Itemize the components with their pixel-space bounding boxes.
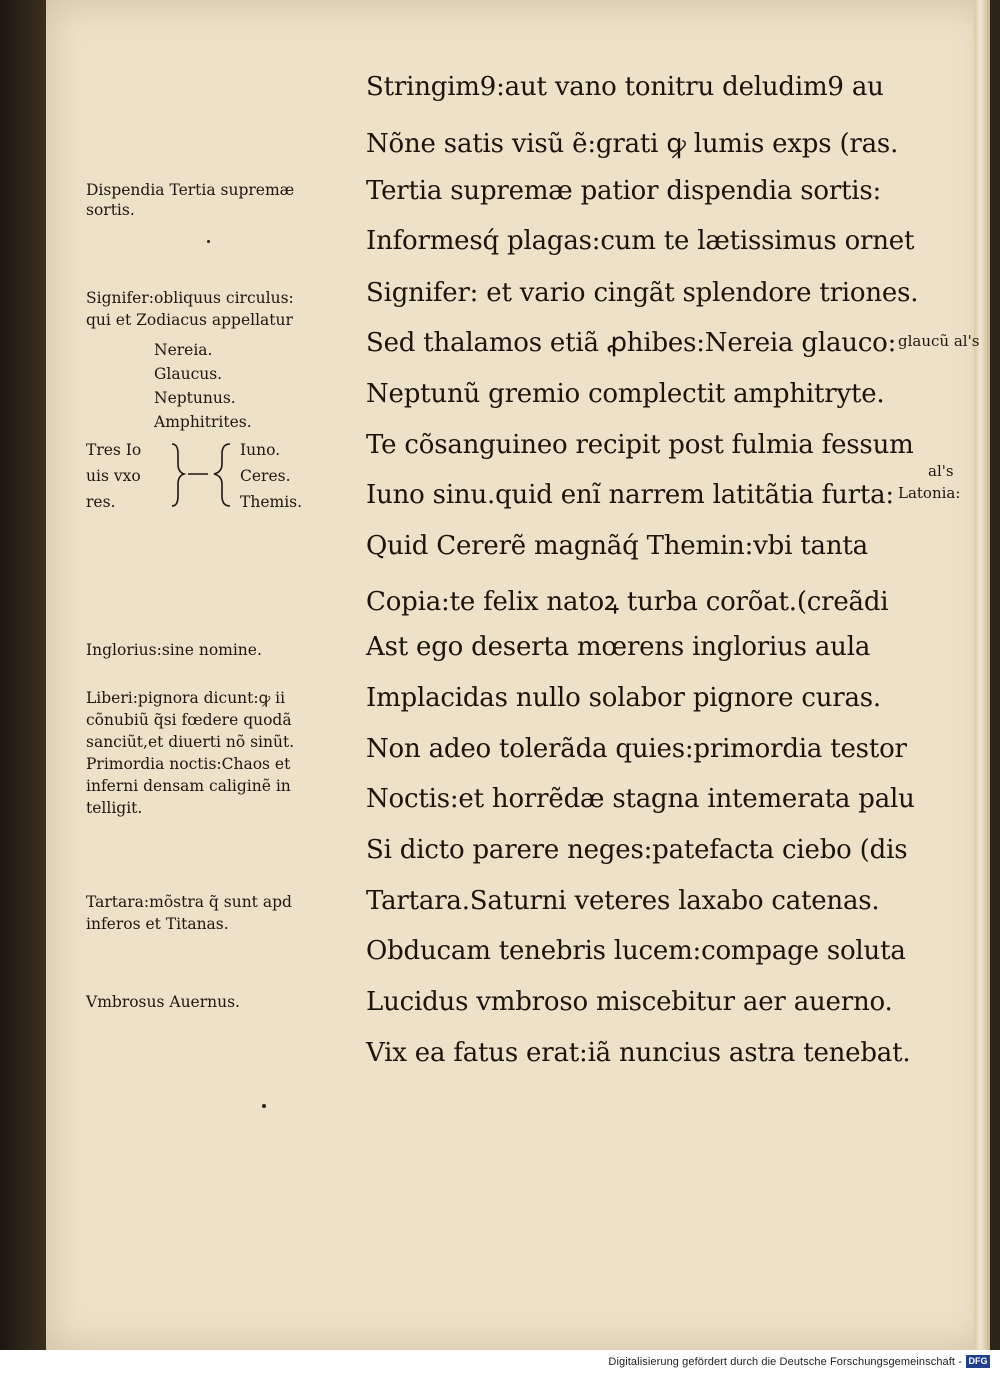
verse-line: Obducam tenebris lucem:compage soluta — [366, 936, 906, 966]
note-liberi: telligit. — [86, 799, 143, 817]
note-tres: uis vxo — [86, 467, 141, 485]
note-inglorius: Inglorius:sine nomine. — [86, 641, 262, 659]
verse-line: Signifer: et vario cingãt splendore triones. — [366, 278, 919, 308]
note-signifer: Signifer:obliquus circulus: — [86, 289, 294, 307]
ink-dot — [207, 240, 210, 243]
page-edge — [974, 0, 990, 1350]
note-dispendia: sortis. — [86, 201, 135, 219]
verse-line: Neptunũ gremio complectit amphitryte. — [366, 379, 885, 409]
note-tartara: inferos et Titanas. — [86, 915, 229, 933]
dfg-logo: DFG — [966, 1355, 990, 1368]
verse-line: Implacidas nullo solabor pignore curas. — [366, 683, 881, 713]
note-als: al's — [928, 462, 954, 480]
note-name: Neptunus. — [154, 389, 236, 407]
note-name: Amphitrites. — [154, 413, 252, 431]
verse-line: Iuno sinu.quid enĩ narrem latitãtia furta: — [366, 480, 894, 510]
verse-line: Quid Cererẽ magnãq́ Themin:vbi tanta — [366, 531, 868, 561]
note-latonia: Latonia: — [898, 484, 961, 502]
verse-line: Non adeo tolerãda quies:primordia testor — [366, 734, 907, 764]
footer-credit: Digitalisierung gefördert durch die Deutsche Forschungsgemeinschaft - — [608, 1356, 962, 1368]
verse-line: Sed thalamos etiã ꝓhibes:Nereia glauco: — [366, 328, 897, 358]
verse-line: Informesq́ plagas:cum te lætissimus ornet — [366, 226, 915, 256]
verse-line: Nõne satis visũ ẽ:grati ꝙ lumis exps (ras. — [366, 129, 899, 159]
note-liberi: inferni densam caliginẽ in — [86, 777, 291, 795]
note-name: Nereia. — [154, 341, 213, 359]
verse-line: Ast ego deserta mœrens inglorius aula — [366, 632, 871, 662]
book-gutter — [0, 0, 46, 1350]
note-wife: Iuno. — [240, 441, 281, 459]
brace-icon — [150, 440, 240, 520]
note-liberi: sanciũt,et diuerti nõ sinũt. — [86, 733, 295, 751]
verse-line: Stringim9:aut vano tonitru deludim9 au — [366, 72, 884, 102]
note-tartara: Tartara:mõstra q̃ sunt apd — [86, 893, 292, 911]
verse-line: Lucidus vmbroso miscebitur aer auerno. — [366, 987, 893, 1017]
note-tres: Tres Io — [86, 441, 142, 459]
note-wife: Ceres. — [240, 467, 291, 485]
note-liberi: Primordia noctis:Chaos et — [86, 755, 291, 773]
note-vmbrosus: Vmbrosus Auernus. — [86, 993, 240, 1011]
note-dispendia: Dispendia Tertia supremæ — [86, 181, 295, 199]
verse-line: Tertia supremæ patior dispendia sortis: — [366, 176, 882, 206]
note-wife: Themis. — [240, 493, 303, 511]
note-glauco-alt: glaucũ al's — [898, 332, 980, 350]
verse-line: Te cõsanguineo recipit post fulmia fessum — [366, 430, 914, 460]
note-name: Glaucus. — [154, 365, 223, 383]
verse-line: Noctis:et horrẽdæ stagna intemerata palu — [366, 784, 915, 814]
verse-line: Copia:te felix natoꝝ turba corõat.(creãdi — [366, 587, 889, 617]
ink-dot — [262, 1104, 266, 1108]
note-signifer: qui et Zodiacus appellatur — [86, 311, 293, 329]
note-liberi: Liberi:pignora dicunt:ꝙ ii — [86, 689, 286, 707]
verse-line: Si dicto parere neges:patefacta ciebo (dis — [366, 835, 908, 865]
verse-line: Vix ea fatus erat:iã nuncius astra tenebat. — [366, 1038, 911, 1068]
note-tres: res. — [86, 493, 116, 511]
verse-line: Tartara.Saturni veteres laxabo catenas. — [366, 886, 880, 916]
note-liberi: cõnubiũ q̃si fœdere quodã — [86, 711, 292, 729]
